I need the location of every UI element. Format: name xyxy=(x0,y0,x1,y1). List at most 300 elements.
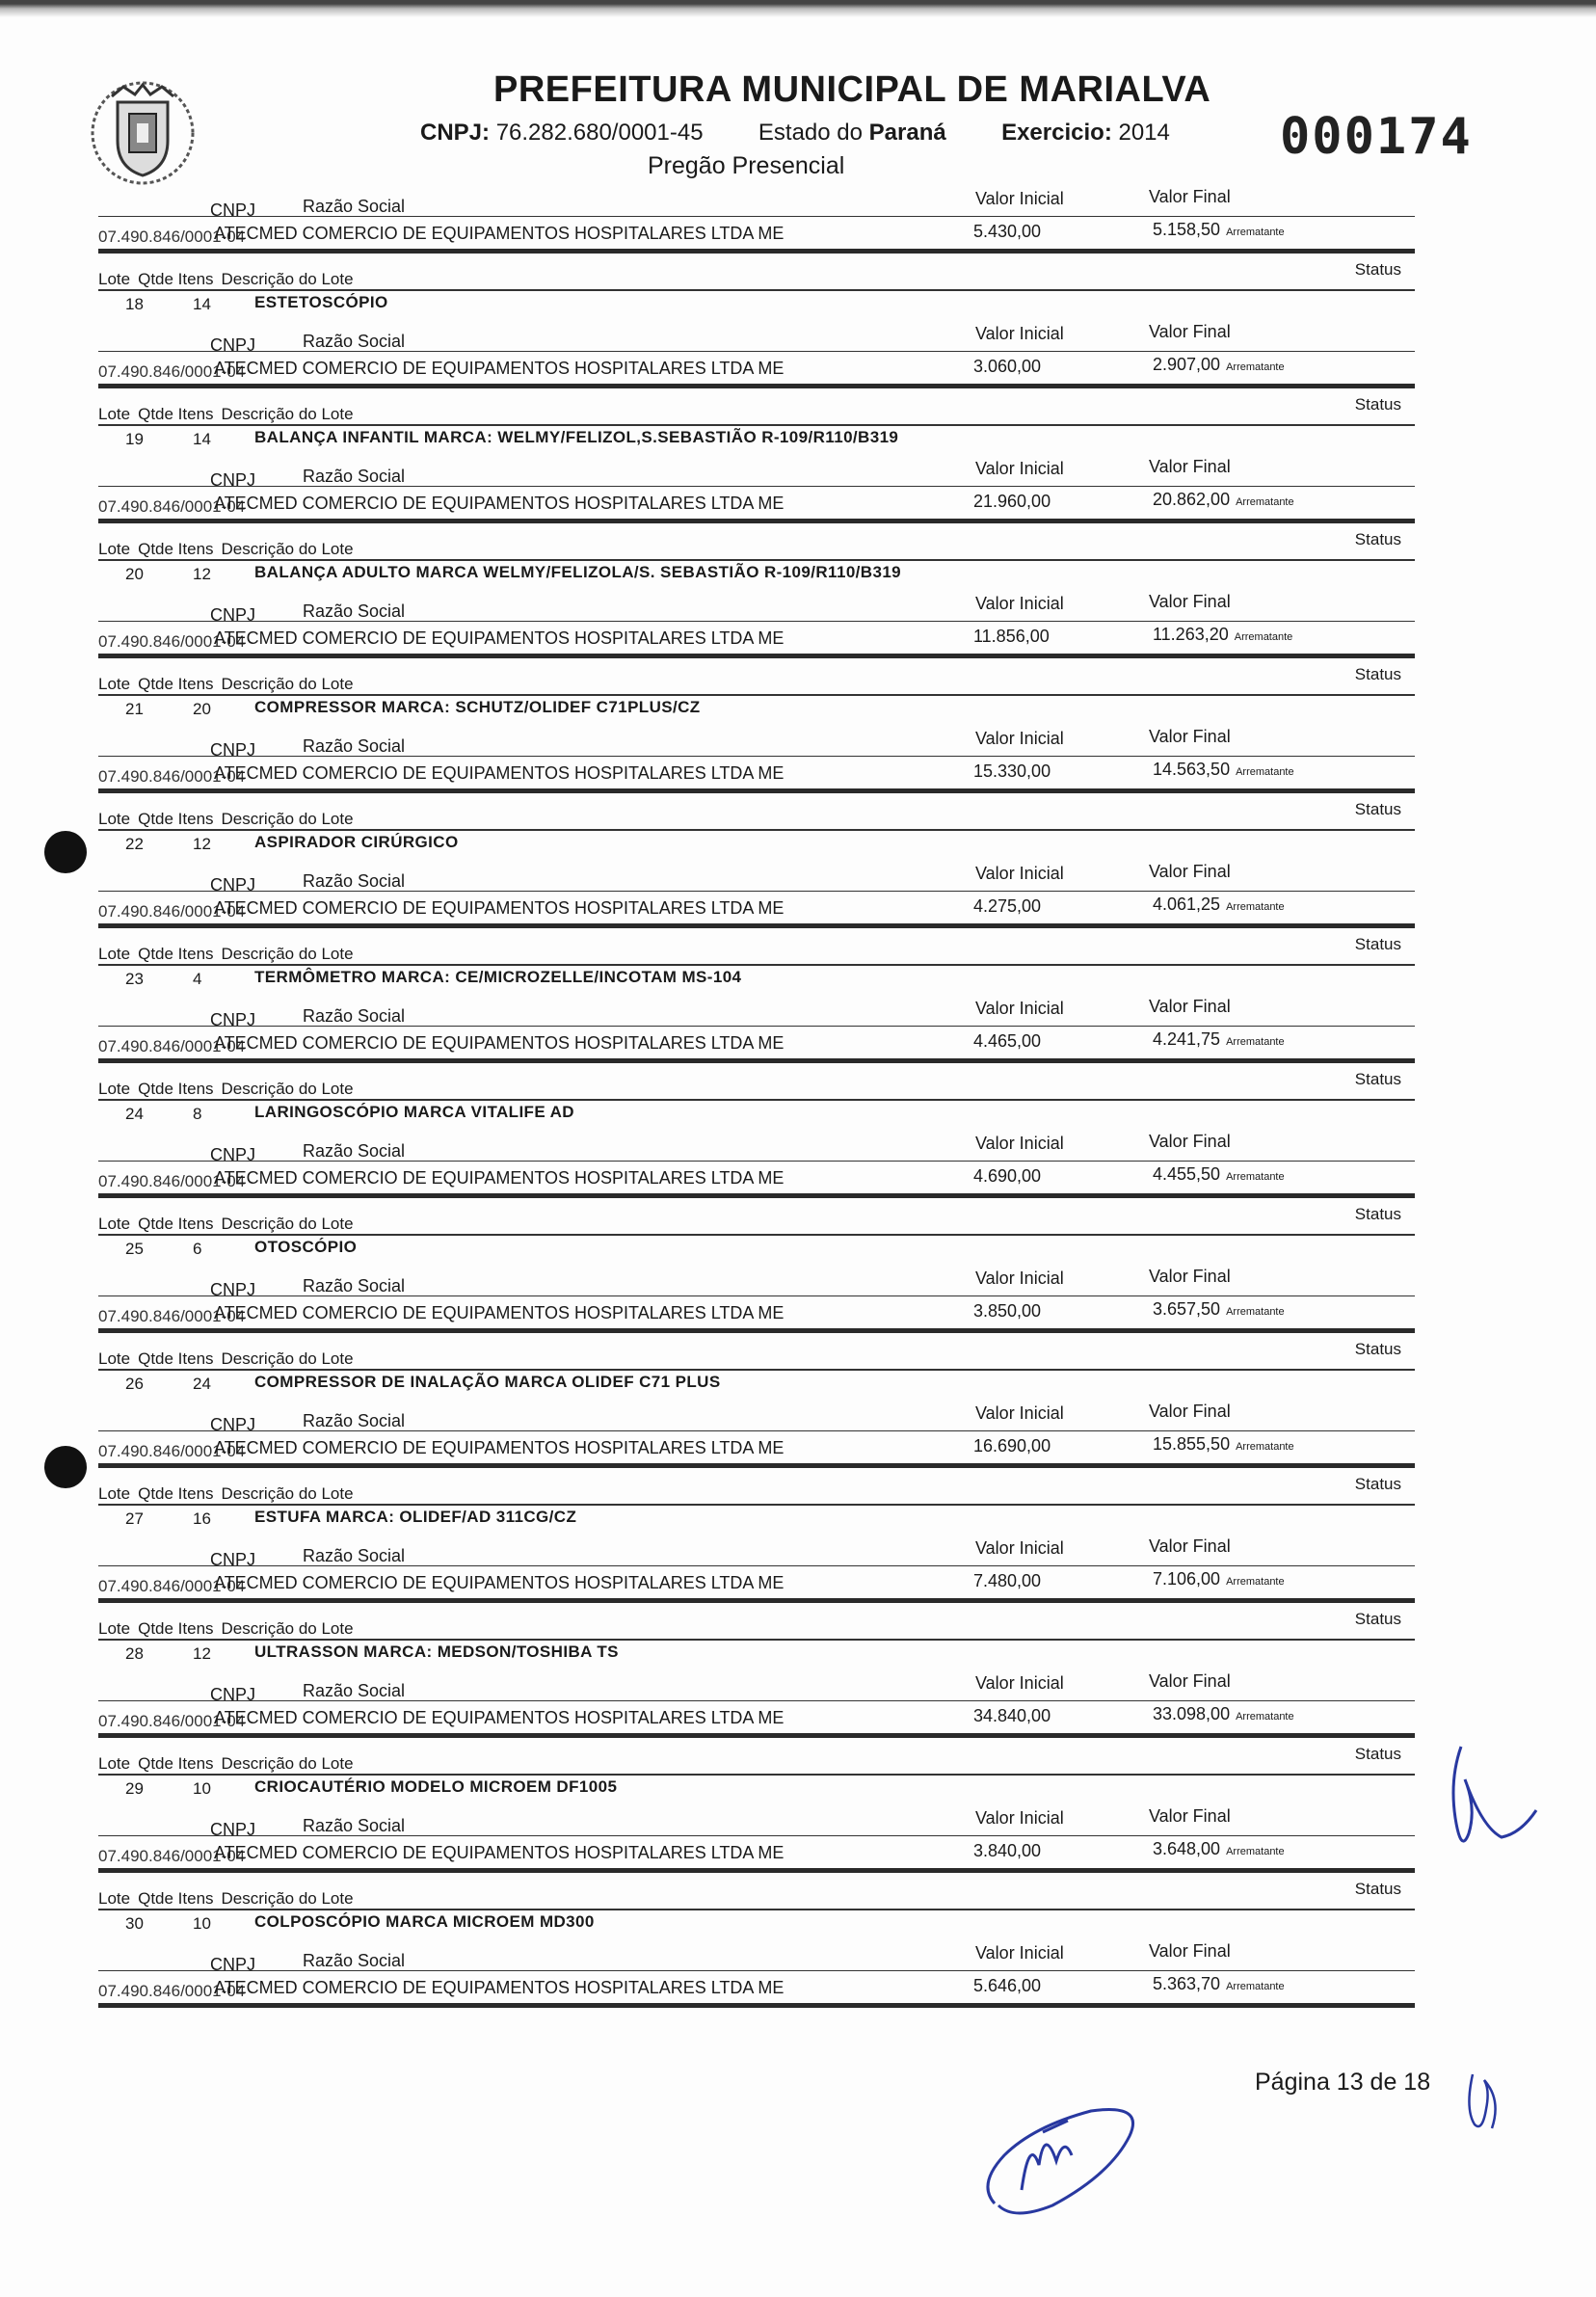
razao-label: Razão Social xyxy=(303,332,406,351)
header-info-line xyxy=(420,120,1170,147)
estado-label: Estado do xyxy=(758,120,863,146)
lote-label: Lote xyxy=(98,675,131,693)
valor-inicial: 21.960,00 xyxy=(973,492,1051,511)
lot-header xyxy=(85,1201,1415,1265)
supplier-row xyxy=(85,1804,1415,1876)
valor-final-value: 20.862,00 xyxy=(1153,490,1231,509)
valor-final xyxy=(1153,355,1285,375)
lote-label: Lote xyxy=(98,1349,131,1368)
razao-label: Razão Social xyxy=(303,1006,406,1026)
supplier-row xyxy=(85,1130,1415,1201)
valor-inicial: 16.690,00 xyxy=(973,1436,1051,1456)
arrematante-tag: Arrematante xyxy=(1226,1981,1285,1992)
lot-column-headers xyxy=(98,945,361,964)
qtde-label: Qtde Itens xyxy=(138,1754,214,1773)
descricao-label: Descrição do Lote xyxy=(221,1484,354,1503)
lot-number: 30 xyxy=(125,1914,144,1933)
lot-number: 24 xyxy=(125,1105,144,1123)
lot-record xyxy=(85,1201,1415,1336)
supplier-name: ATECMED COMERCIO DE EQUIPAMENTOS HOSPITALARES LTDA ME xyxy=(214,359,785,378)
lote-label: Lote xyxy=(98,945,131,963)
valor-final xyxy=(1153,1434,1294,1455)
valor-final xyxy=(1153,1164,1285,1185)
valor-inicial: 3.840,00 xyxy=(973,1841,1042,1860)
supplier-cnpj: 07.490.846/0001-04 xyxy=(98,1982,246,2000)
cnpj-label: CNPJ xyxy=(210,335,256,355)
status-label: Status xyxy=(1354,1745,1401,1763)
supplier-cnpj: 07.490.846/0001-04 xyxy=(98,497,246,516)
cnpj-label: CNPJ xyxy=(210,1955,256,1974)
valor-final-value: 3.648,00 xyxy=(1153,1839,1221,1858)
qtde-label: Qtde Itens xyxy=(138,945,214,963)
valor-final-value: 2.907,00 xyxy=(1153,355,1221,374)
valor-final-value: 15.855,50 xyxy=(1153,1434,1231,1454)
exercicio-label: Exercicio: xyxy=(1001,120,1112,146)
valor-final-value: 4.455,50 xyxy=(1153,1164,1221,1184)
valor-inicial: 4.465,00 xyxy=(973,1031,1042,1051)
page-number: Página 13 de 18 xyxy=(1255,2069,1431,2096)
lote-label: Lote xyxy=(98,1754,131,1773)
municipal-crest-icon xyxy=(89,79,197,187)
supplier-row xyxy=(85,185,1415,256)
lot-column-headers xyxy=(98,405,361,424)
supplier-name: ATECMED COMERCIO DE EQUIPAMENTOS HOSPITALARES LTDA ME xyxy=(214,763,785,783)
qtde-label: Qtde Itens xyxy=(138,1619,214,1638)
valor-inicial: 4.690,00 xyxy=(973,1166,1042,1186)
cnpj-label: CNPJ xyxy=(210,1820,256,1839)
descricao-label: Descrição do Lote xyxy=(221,1080,354,1098)
status-label: Status xyxy=(1354,1610,1401,1628)
lot-number: 28 xyxy=(125,1644,144,1663)
lot-quantity: 8 xyxy=(193,1105,202,1123)
lot-record xyxy=(85,1471,1415,1606)
lot-column-headers xyxy=(98,1619,361,1639)
supplier-row xyxy=(85,1400,1415,1471)
descricao-label: Descrição do Lote xyxy=(221,405,354,423)
supplier-cnpj: 07.490.846/0001-04 xyxy=(98,1847,246,1865)
lot-record xyxy=(85,1066,1415,1201)
descricao-label: Descrição do Lote xyxy=(221,1619,354,1638)
valor-final-label: Valor Final xyxy=(1149,1267,1231,1286)
qtde-label: Qtde Itens xyxy=(138,270,214,288)
valor-final-label: Valor Final xyxy=(1149,1941,1231,1961)
valor-final-label: Valor Final xyxy=(1149,1671,1231,1691)
lot-description: OTOSCÓPIO xyxy=(254,1238,358,1256)
supplier-name: ATECMED COMERCIO DE EQUIPAMENTOS HOSPITALARES LTDA ME xyxy=(214,1843,785,1862)
lot-record xyxy=(85,1876,1415,2011)
lot-description: ULTRASSON MARCA: MEDSON/TOSHIBA TS xyxy=(254,1643,619,1661)
qtde-label: Qtde Itens xyxy=(138,810,214,828)
lot-quantity: 16 xyxy=(193,1509,211,1528)
lote-label: Lote xyxy=(98,1889,131,1908)
arrematante-tag: Arrematante xyxy=(1226,1846,1285,1857)
arrematante-tag: Arrematante xyxy=(1236,496,1294,508)
razao-label: Razão Social xyxy=(303,736,406,756)
status-label: Status xyxy=(1354,1070,1401,1088)
cnpj-label: CNPJ xyxy=(210,605,256,625)
lot-header xyxy=(85,256,1415,320)
lot-number: 23 xyxy=(125,970,144,988)
valor-inicial: 15.330,00 xyxy=(973,761,1051,781)
qtde-label: Qtde Itens xyxy=(138,1349,214,1368)
status-label: Status xyxy=(1354,1340,1401,1358)
supplier-name: ATECMED COMERCIO DE EQUIPAMENTOS HOSPITALARES LTDA ME xyxy=(214,1303,785,1322)
supplier-cnpj: 07.490.846/0001-04 xyxy=(98,1712,246,1730)
lot-header xyxy=(85,931,1415,995)
valor-final xyxy=(1153,1974,1285,1994)
valor-final-label: Valor Final xyxy=(1149,322,1231,341)
status-label: Status xyxy=(1354,800,1401,818)
valor-final-value: 11.263,20 xyxy=(1153,625,1229,644)
qtde-label: Qtde Itens xyxy=(138,1889,214,1908)
status-label: Status xyxy=(1354,395,1401,414)
lot-column-headers xyxy=(98,1349,361,1369)
supplier-name: ATECMED COMERCIO DE EQUIPAMENTOS HOSPITALARES LTDA ME xyxy=(214,628,785,648)
arrematante-tag: Arrematante xyxy=(1226,227,1285,238)
lot-number: 20 xyxy=(125,565,144,583)
lot-number: 27 xyxy=(125,1509,144,1528)
descricao-label: Descrição do Lote xyxy=(221,270,354,288)
lot-header xyxy=(85,796,1415,860)
valor-inicial-label: Valor Inicial xyxy=(975,189,1064,208)
lots-list xyxy=(85,185,1415,2011)
valor-inicial-label: Valor Inicial xyxy=(975,1808,1064,1828)
status-label: Status xyxy=(1354,1475,1401,1493)
supplier-cnpj: 07.490.846/0001-04 xyxy=(98,1037,246,1055)
supplier-row xyxy=(85,590,1415,661)
lot-description: ESTETOSCÓPIO xyxy=(254,293,388,311)
lot-column-headers xyxy=(98,675,361,694)
valor-final-value: 33.098,00 xyxy=(1153,1704,1231,1723)
lote-label: Lote xyxy=(98,540,131,558)
razao-label: Razão Social xyxy=(303,1816,406,1835)
valor-final-label: Valor Final xyxy=(1149,862,1231,881)
cnpj-label: CNPJ xyxy=(210,875,256,895)
razao-label: Razão Social xyxy=(303,601,406,621)
status-label: Status xyxy=(1354,260,1401,279)
status-label: Status xyxy=(1354,530,1401,548)
lot-record xyxy=(85,796,1415,931)
supplier-name: ATECMED COMERCIO DE EQUIPAMENTOS HOSPITALARES LTDA ME xyxy=(214,494,785,513)
lot-quantity: 6 xyxy=(193,1240,202,1258)
valor-final-value: 14.563,50 xyxy=(1153,760,1231,779)
lote-label: Lote xyxy=(98,270,131,288)
valor-inicial-label: Valor Inicial xyxy=(975,1673,1064,1693)
lot-header xyxy=(85,1066,1415,1130)
valor-inicial-label: Valor Inicial xyxy=(975,1538,1064,1558)
lot-record xyxy=(85,256,1415,391)
cnpj-label: CNPJ xyxy=(210,1280,256,1299)
arrematante-tag: Arrematante xyxy=(1226,901,1285,913)
supplier-row xyxy=(85,725,1415,796)
supplier-cnpj: 07.490.846/0001-04 xyxy=(98,1442,246,1460)
valor-inicial-label: Valor Inicial xyxy=(975,459,1064,478)
lot-quantity: 14 xyxy=(193,295,211,313)
valor-final-label: Valor Final xyxy=(1149,727,1231,746)
valor-inicial: 3.850,00 xyxy=(973,1301,1042,1321)
sheet-stamp-number: 000174 xyxy=(1280,108,1473,166)
supplier-name: ATECMED COMERCIO DE EQUIPAMENTOS HOSPITALARES LTDA ME xyxy=(214,1033,785,1053)
lot-number: 26 xyxy=(125,1375,144,1393)
lot-header xyxy=(85,1471,1415,1535)
razao-label: Razão Social xyxy=(303,1681,406,1700)
estado-value: Paraná xyxy=(868,120,946,146)
valor-final-value: 5.363,70 xyxy=(1153,1974,1221,1993)
lot-quantity: 10 xyxy=(193,1914,211,1933)
qtde-label: Qtde Itens xyxy=(138,1484,214,1503)
lot-header xyxy=(85,1741,1415,1804)
valor-final-value: 4.241,75 xyxy=(1153,1029,1221,1049)
page-title: PREFEITURA MUNICIPAL DE MARIALVA xyxy=(493,69,1211,110)
lote-label: Lote xyxy=(98,1619,131,1638)
lot-header xyxy=(85,391,1415,455)
status-label: Status xyxy=(1354,1205,1401,1223)
lot-description: ESTUFA MARCA: OLIDEF/AD 311CG/CZ xyxy=(254,1508,577,1526)
supplier-name: ATECMED COMERCIO DE EQUIPAMENTOS HOSPITALARES LTDA ME xyxy=(214,898,785,918)
supplier-row xyxy=(85,455,1415,526)
supplier-name: ATECMED COMERCIO DE EQUIPAMENTOS HOSPITALARES LTDA ME xyxy=(214,1573,785,1592)
razao-label: Razão Social xyxy=(303,871,406,891)
razao-label: Razão Social xyxy=(303,1141,406,1161)
valor-final xyxy=(1153,1029,1285,1050)
cnpj-label: CNPJ xyxy=(210,1550,256,1569)
descricao-label: Descrição do Lote xyxy=(221,810,354,828)
status-label: Status xyxy=(1354,1880,1401,1898)
lot-number: 22 xyxy=(125,835,144,853)
descricao-label: Descrição do Lote xyxy=(221,1349,354,1368)
lot-number: 19 xyxy=(125,430,144,448)
supplier-cnpj: 07.490.846/0001-04 xyxy=(98,767,246,786)
descricao-label: Descrição do Lote xyxy=(221,1215,354,1233)
valor-inicial-label: Valor Inicial xyxy=(975,324,1064,343)
valor-final xyxy=(1153,1704,1294,1724)
lot-record xyxy=(85,661,1415,796)
valor-inicial: 7.480,00 xyxy=(973,1571,1042,1590)
lot-number: 29 xyxy=(125,1779,144,1798)
lot-column-headers xyxy=(98,1080,361,1099)
lot-column-headers xyxy=(98,810,361,829)
binder-hole xyxy=(44,1446,87,1488)
valor-inicial: 11.856,00 xyxy=(973,627,1050,646)
valor-inicial: 5.430,00 xyxy=(973,222,1042,241)
lot-quantity: 12 xyxy=(193,565,211,583)
cnpj-label: CNPJ: xyxy=(420,120,491,146)
supplier-cnpj: 07.490.846/0001-04 xyxy=(98,1307,246,1325)
supplier-row xyxy=(85,860,1415,931)
lot-record xyxy=(85,526,1415,661)
valor-inicial: 5.646,00 xyxy=(973,1976,1042,1995)
lot-column-headers xyxy=(98,270,361,289)
cnpj-label: CNPJ xyxy=(210,740,256,760)
lot-description: COLPOSCÓPIO MARCA MICROEM MD300 xyxy=(254,1912,595,1931)
lot-header xyxy=(85,1606,1415,1669)
qtde-label: Qtde Itens xyxy=(138,675,214,693)
binder-hole xyxy=(44,831,87,873)
document-header xyxy=(0,0,1596,183)
valor-final xyxy=(1153,760,1294,780)
arrematante-tag: Arrematante xyxy=(1236,766,1294,778)
cnpj-label: CNPJ xyxy=(210,1415,256,1434)
lot-description: CRIOCAUTÉRIO MODELO MICROEM DF1005 xyxy=(254,1777,618,1796)
signature-initial-right xyxy=(1444,1741,1540,1864)
razao-label: Razão Social xyxy=(303,1411,406,1430)
cnpj-label: CNPJ xyxy=(210,1145,256,1164)
valor-final-label: Valor Final xyxy=(1149,997,1231,1016)
cnpj-value: 76.282.680/0001-45 xyxy=(495,120,704,146)
lot-description: BALANÇA INFANTIL MARCA: WELMY/FELIZOL,S.SEBASTIÃO R-109/R110/B319 xyxy=(254,428,899,446)
lot-record xyxy=(85,391,1415,526)
valor-final-value: 7.106,00 xyxy=(1153,1569,1221,1589)
valor-final xyxy=(1153,625,1292,645)
supplier-cnpj: 07.490.846/0001-04 xyxy=(98,1577,246,1595)
supplier-cnpj: 07.490.846/0001-04 xyxy=(98,632,246,651)
arrematante-tag: Arrematante xyxy=(1226,1036,1285,1048)
signature-rubric xyxy=(975,2097,1149,2223)
lot-record xyxy=(85,1606,1415,1741)
cnpj-label: CNPJ xyxy=(210,1685,256,1704)
lot-record xyxy=(85,931,1415,1066)
lot-description: TERMÔMETRO MARCA: CE/MICROZELLE/INCOTAM MS-104 xyxy=(254,968,742,986)
valor-final-label: Valor Final xyxy=(1149,1132,1231,1151)
exercicio-value: 2014 xyxy=(1118,120,1170,146)
lot-header xyxy=(85,526,1415,590)
supplier-name: ATECMED COMERCIO DE EQUIPAMENTOS HOSPITALARES LTDA ME xyxy=(214,1978,785,1997)
descricao-label: Descrição do Lote xyxy=(221,1889,354,1908)
qtde-label: Qtde Itens xyxy=(138,1080,214,1098)
cnpj-label: CNPJ xyxy=(210,1010,256,1029)
lot-header xyxy=(85,1336,1415,1400)
supplier-row xyxy=(85,995,1415,1066)
lot-description: COMPRESSOR MARCA: SCHUTZ/OLIDEF C71PLUS/CZ xyxy=(254,698,701,716)
lot-number: 18 xyxy=(125,295,144,313)
arrematante-tag: Arrematante xyxy=(1226,1576,1285,1588)
valor-final-value: 5.158,50 xyxy=(1153,220,1221,239)
lote-label: Lote xyxy=(98,405,131,423)
supplier-cnpj: 07.490.846/0001-04 xyxy=(98,1172,246,1190)
qtde-label: Qtde Itens xyxy=(138,1215,214,1233)
lot-quantity: 10 xyxy=(193,1779,211,1798)
valor-final xyxy=(1153,1839,1285,1859)
supplier-row xyxy=(85,1535,1415,1606)
valor-inicial: 34.840,00 xyxy=(973,1706,1051,1725)
razao-label: Razão Social xyxy=(303,467,406,486)
signature-initial-small xyxy=(1463,2070,1511,2134)
lot-column-headers xyxy=(98,1215,361,1234)
lot-record xyxy=(85,1741,1415,1876)
lot-quantity: 12 xyxy=(193,1644,211,1663)
lot-description: BALANÇA ADULTO MARCA WELMY/FELIZOLA/S. SEBASTIÃO R-109/R110/B319 xyxy=(254,563,902,581)
arrematante-tag: Arrematante xyxy=(1236,1441,1294,1453)
descricao-label: Descrição do Lote xyxy=(221,1754,354,1773)
lot-column-headers xyxy=(98,540,361,559)
supplier-cnpj: 07.490.846/0001-04 xyxy=(98,362,246,381)
razao-label: Razão Social xyxy=(303,1951,406,1970)
qtde-label: Qtde Itens xyxy=(138,405,214,423)
lot-description: COMPRESSOR DE INALAÇÃO MARCA OLIDEF C71 PLUS xyxy=(254,1373,721,1391)
supplier-row xyxy=(85,320,1415,391)
lote-label: Lote xyxy=(98,1484,131,1503)
valor-final xyxy=(1153,895,1285,915)
valor-inicial: 3.060,00 xyxy=(973,357,1042,376)
valor-final-label: Valor Final xyxy=(1149,457,1231,476)
lote-label: Lote xyxy=(98,810,131,828)
valor-inicial-label: Valor Inicial xyxy=(975,1943,1064,1963)
status-label: Status xyxy=(1354,935,1401,953)
valor-inicial-label: Valor Inicial xyxy=(975,594,1064,613)
valor-final-label: Valor Final xyxy=(1149,1806,1231,1826)
supplier-row xyxy=(85,1265,1415,1336)
supplier-name: ATECMED COMERCIO DE EQUIPAMENTOS HOSPITALARES LTDA ME xyxy=(214,1438,785,1457)
razao-label: Razão Social xyxy=(303,1276,406,1295)
valor-inicial-label: Valor Inicial xyxy=(975,1269,1064,1288)
valor-final-label: Valor Final xyxy=(1149,1536,1231,1556)
valor-final-label: Valor Final xyxy=(1149,1402,1231,1421)
arrematante-tag: Arrematante xyxy=(1226,1306,1285,1318)
valor-final-label: Valor Final xyxy=(1149,187,1231,206)
arrematante-tag: Arrematante xyxy=(1226,1171,1285,1183)
supplier-name: ATECMED COMERCIO DE EQUIPAMENTOS HOSPITALARES LTDA ME xyxy=(214,1168,785,1188)
supplier-name: ATECMED COMERCIO DE EQUIPAMENTOS HOSPITALARES LTDA ME xyxy=(214,1708,785,1727)
valor-final xyxy=(1153,220,1285,240)
lot-quantity: 24 xyxy=(193,1375,211,1393)
lot-column-headers xyxy=(98,1754,361,1774)
valor-inicial: 4.275,00 xyxy=(973,896,1042,916)
supplier-cnpj: 07.490.846/0001-04 xyxy=(98,902,246,921)
valor-inicial-label: Valor Inicial xyxy=(975,1134,1064,1153)
lot-quantity: 14 xyxy=(193,430,211,448)
descricao-label: Descrição do Lote xyxy=(221,945,354,963)
qtde-label: Qtde Itens xyxy=(138,540,214,558)
valor-inicial-label: Valor Inicial xyxy=(975,1403,1064,1423)
arrematante-tag: Arrematante xyxy=(1236,1711,1294,1723)
descricao-label: Descrição do Lote xyxy=(221,540,354,558)
lot-header xyxy=(85,1876,1415,1939)
lot-number: 21 xyxy=(125,700,144,718)
valor-final-value: 3.657,50 xyxy=(1153,1299,1221,1319)
lot-number: 25 xyxy=(125,1240,144,1258)
valor-inicial-label: Valor Inicial xyxy=(975,999,1064,1018)
valor-final xyxy=(1153,1569,1285,1589)
lot-description: ASPIRADOR CIRÚRGICO xyxy=(254,833,459,851)
lote-label: Lote xyxy=(98,1080,131,1098)
status-label: Status xyxy=(1354,665,1401,683)
valor-final-label: Valor Final xyxy=(1149,592,1231,611)
arrematante-tag: Arrematante xyxy=(1234,631,1293,643)
lot-quantity: 12 xyxy=(193,835,211,853)
lot-column-headers xyxy=(98,1889,361,1909)
supplier-name: ATECMED COMERCIO DE EQUIPAMENTOS HOSPITALARES LTDA ME xyxy=(214,224,785,243)
lot-record xyxy=(85,1336,1415,1471)
lote-label: Lote xyxy=(98,1215,131,1233)
lot-quantity: 20 xyxy=(193,700,211,718)
supplier-row xyxy=(85,1669,1415,1741)
razao-label: Razão Social xyxy=(303,197,406,216)
valor-final xyxy=(1153,1299,1285,1320)
valor-final-value: 4.061,25 xyxy=(1153,895,1221,914)
lot-header xyxy=(85,661,1415,725)
razao-label: Razão Social xyxy=(303,1546,406,1565)
lot-column-headers xyxy=(98,1484,361,1504)
valor-inicial-label: Valor Inicial xyxy=(975,729,1064,748)
lot-quantity: 4 xyxy=(193,970,202,988)
arrematante-tag: Arrematante xyxy=(1226,361,1285,373)
supplier-row xyxy=(85,1939,1415,2011)
page-subtitle: Pregão Presencial xyxy=(648,152,845,179)
valor-inicial-label: Valor Inicial xyxy=(975,864,1064,883)
lot-description: LARINGOSCÓPIO MARCA VITALIFE AD xyxy=(254,1103,574,1121)
valor-final xyxy=(1153,490,1294,510)
supplier-cnpj: 07.490.846/0001-04 xyxy=(98,227,246,246)
